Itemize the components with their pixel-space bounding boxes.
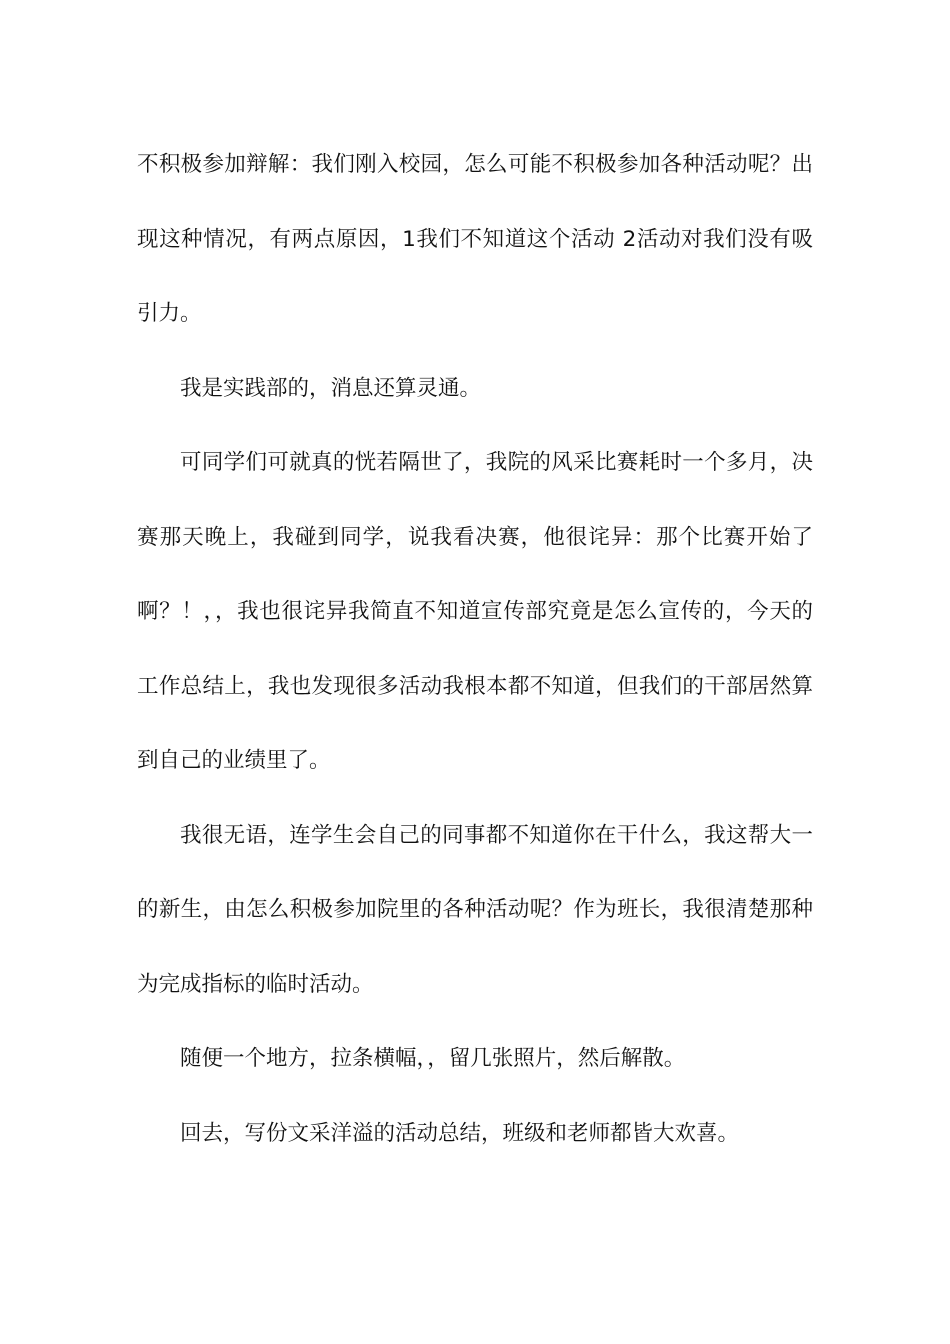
paragraph-1: 不积极参加辩解：我们刚入校园，怎么可能不积极参加各种活动呢？出现这种情况，有两点原因，1我们不知道这个活动 2活动对我们没有吸引力。 xyxy=(137,152,813,326)
paragraph-4: 我很无语，连学生会自己的同事都不知道你在干什么，我这帮大一的新生，由怎么积极参加院里的各种活动呢？作为班长，我很清楚那种为完成指标的临时活动。 xyxy=(137,822,813,997)
document-body xyxy=(137,128,813,1171)
paragraph-2: 我是实践部的，消息还算灵通。 xyxy=(180,375,482,401)
paragraph-5: 随便一个地方，拉条横幅，，留几张照片，然后解散。 xyxy=(180,1046,686,1071)
paragraph-3: 可同学们可就真的恍若隔世了，我院的风采比赛耗时一个多月，决赛那天晚上，我碰到同学，说我看决赛，他很诧异：那个比赛开始了啊？！，，我也很诧异我简直不知道宣传部究竟是怎么宣传的，今天的工作总结上，我也发现很多活动我根本都不知道，但我们的干部居然算到自己的业绩里了。 xyxy=(137,450,813,773)
paragraph-6: 回去，写份文采洋溢的活动总结，班级和老师都皆大欢喜。 xyxy=(180,1120,740,1146)
